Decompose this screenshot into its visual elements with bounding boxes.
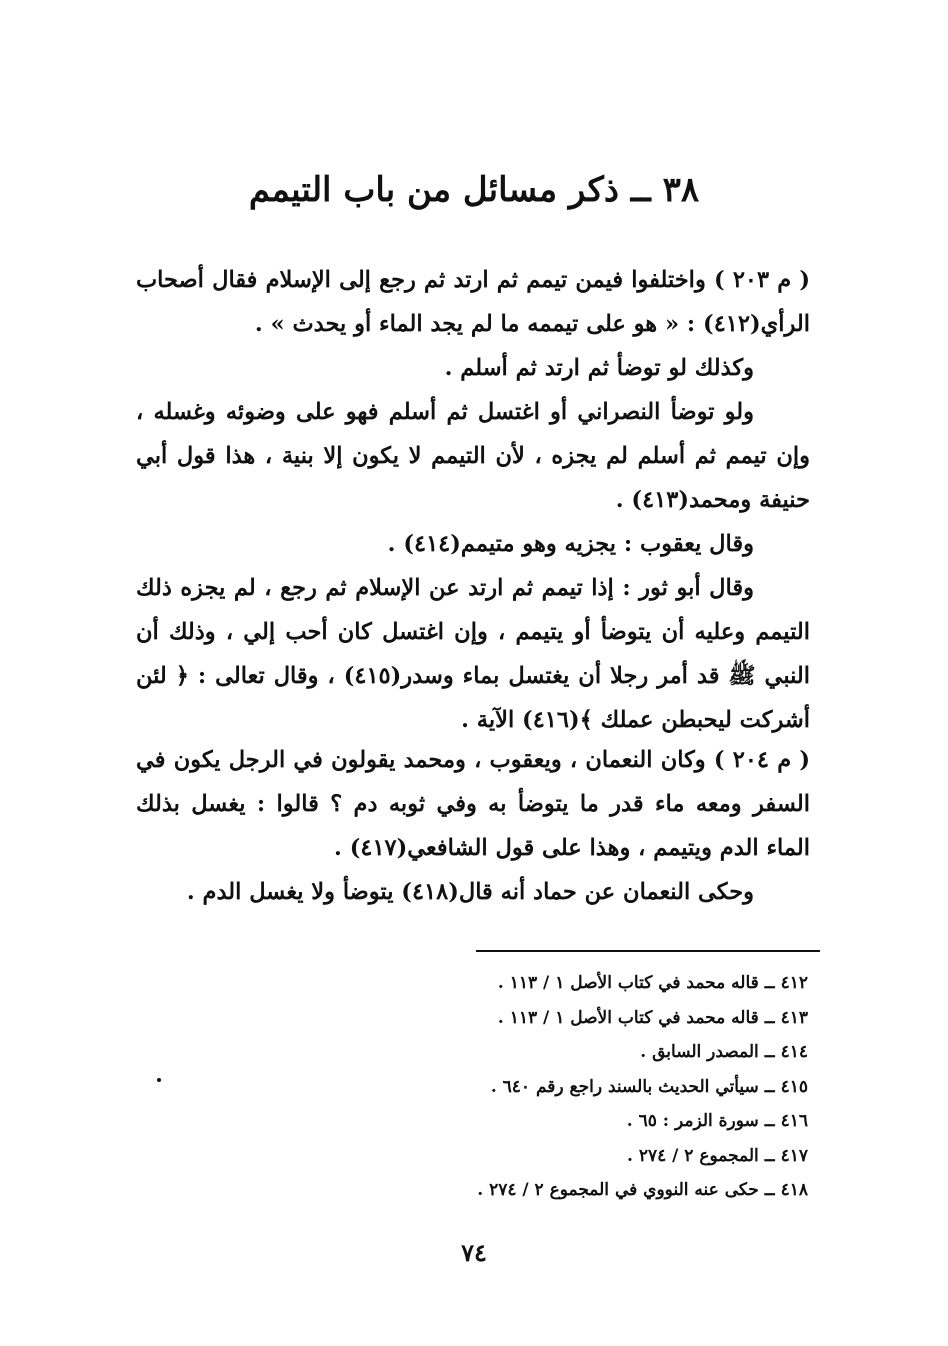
paragraph-hammad-opinion: وحكى النعمان عن حماد أنه قال(٤١٨) يتوضأ ولا يغسل الدم .	[186, 879, 754, 905]
footnote-414: ٤١٤ ــ المصدر السابق .	[640, 1042, 808, 1062]
main-text-block-1	[136, 258, 810, 742]
footnote-418: ٤١٨ ــ حكى عنه النووي في المجموع ٢ / ٢٧٤ .	[477, 1180, 808, 1200]
paragraph-masala-203: ( م ٢٠٣ ) واختلفوا فيمن تيمم ثم ارتد ثم رجع إلى الإسلام فقال أصحاب الرأي(٤١٢) : « هو على تيممه ما لم يجد الماء أو يحدث » .	[136, 267, 811, 337]
main-text-block-2	[136, 738, 810, 914]
paragraph-abu-thawr-opinion: وقال أبو ثور : إذا تيمم ثم ارتد عن الإسلام ثم رجع ، لم يجزه ذلك التيمم وعليه أن يتوضأ أو يتيمم ، وإن اغتسل كان أحب إلي ، وذلك أن النبي ﷺ قد أمر رجلا أن يغتسل بماء وسدر(٤١٥) ، وقال تعالى : ﴿ لئن أشركت ليحبطن عملك ﴾(٤١٦) الآية .	[136, 575, 811, 733]
chapter-title: ٣٨ ــ ذكر مسائل من باب التيمم	[248, 170, 700, 210]
paragraph-wudu-apostasy: وكذلك لو توضأ ثم ارتد ثم أسلم .	[444, 355, 754, 381]
footnote-412: ٤١٢ ــ قاله محمد في كتاب الأصل ١ / ١١٣ .	[497, 973, 808, 993]
footnote-divider	[476, 950, 820, 952]
footnotes	[300, 966, 808, 1208]
stray-dot-mark	[157, 1078, 161, 1082]
footnote-415: ٤١٥ ــ سيأتي الحديث بالسند راجع رقم ٦٤٠ .	[490, 1076, 808, 1097]
paragraph-masala-204: ( م ٢٠٤ ) وكان النعمان ، ويعقوب ، ومحمد يقولون في الرجل يكون في السفر ومعه ماء قدر ما يتوضأ به وفي ثوبه دم ؟ قالوا : يغسل بذلك الماء الدم ويتيمم ، وهذا على قول الشافعي(٤١٧) .	[136, 747, 810, 861]
paragraph-christian-wudu: ولو توضأ النصراني أو اغتسل ثم أسلم فهو على وضوئه وغسله ، وإن تيمم ثم أسلم لم يجزه ، لأن التيمم لا يكون إلا بنية ، هذا قول أبي حنيفة ومحمد(٤١٣) .	[136, 399, 810, 513]
page-number: ٧٤	[461, 1238, 487, 1267]
paragraph-yaqub-opinion: وقال يعقوب : يجزيه وهو متيمم(٤١٤) .	[387, 531, 754, 557]
footnote-416: ٤١٦ ــ سورة الزمر : ٦٥ .	[626, 1111, 808, 1131]
footnote-417: ٤١٧ ــ المجموع ٢ / ٢٧٤ .	[626, 1145, 808, 1166]
footnote-413: ٤١٣ ــ قاله محمد في كتاب الأصل ١ / ١١٣ .	[497, 1007, 808, 1028]
